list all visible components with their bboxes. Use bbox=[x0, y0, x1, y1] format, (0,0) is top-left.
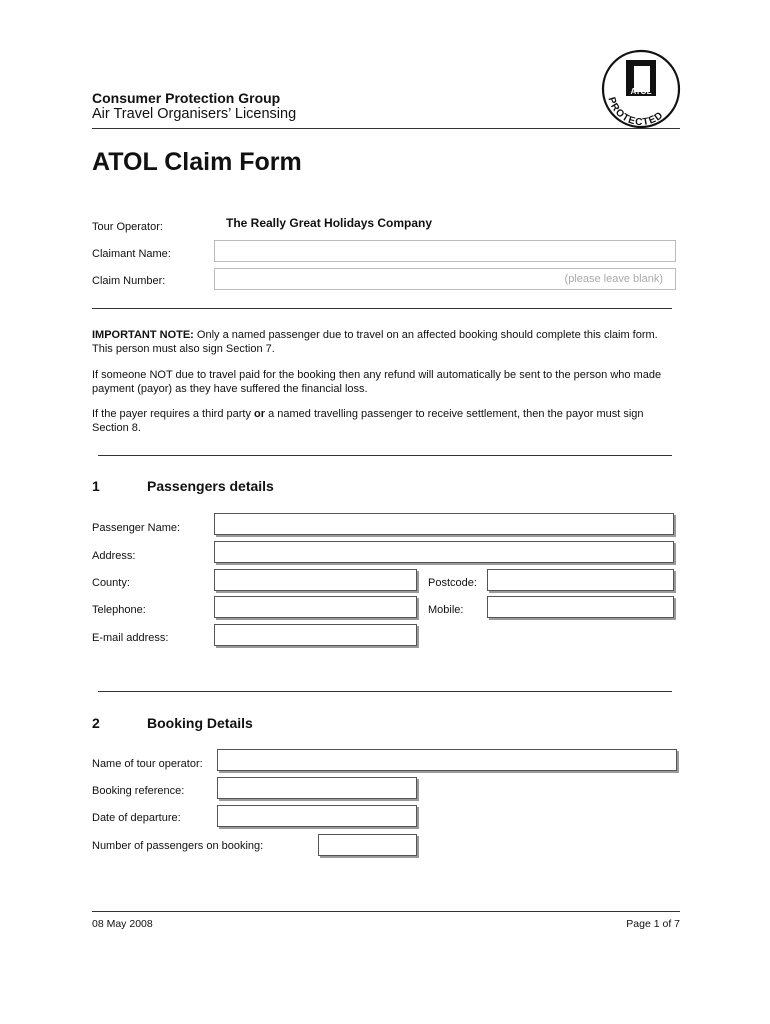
organisation-name: Consumer Protection Group bbox=[92, 90, 281, 106]
address-label: Address: bbox=[92, 550, 136, 562]
postcode-input[interactable] bbox=[487, 569, 674, 591]
divider bbox=[92, 308, 672, 309]
tour-operator-name-label: Name of tour operator: bbox=[92, 758, 203, 770]
tour-operator-value: The Really Great Holidays Company bbox=[226, 216, 433, 230]
mobile-label: Mobile: bbox=[428, 604, 464, 616]
important-note-text: Only a named passenger due to travel on an affected booking should complete this claim form. This person must also sign Section 7. bbox=[92, 329, 658, 355]
passenger-count-label: Number of passengers on booking: bbox=[92, 840, 264, 852]
postcode-label: Postcode: bbox=[428, 577, 477, 589]
divider bbox=[98, 691, 672, 692]
booking-reference-label: Booking reference: bbox=[92, 785, 185, 797]
page-number: Page 1 of 7 bbox=[626, 918, 680, 930]
passenger-name-input[interactable] bbox=[214, 513, 674, 535]
important-note-heading: IMPORTANT NOTE: bbox=[92, 329, 194, 341]
claim-number-hint: (please leave blank) bbox=[564, 273, 663, 285]
footer-divider bbox=[92, 911, 680, 912]
tour-operator-label: Tour Operator: bbox=[92, 221, 163, 233]
section-1-title: Passengers details bbox=[147, 478, 274, 494]
address-input[interactable] bbox=[214, 541, 674, 563]
atol-protected-logo bbox=[598, 48, 684, 130]
logo-word: ATOL bbox=[630, 87, 652, 96]
claim-number-label: Claim Number: bbox=[92, 275, 166, 287]
header-divider bbox=[92, 128, 680, 129]
section-2-title: Booking Details bbox=[147, 715, 253, 731]
mobile-input[interactable] bbox=[487, 596, 674, 618]
divider bbox=[98, 455, 672, 456]
telephone-input[interactable] bbox=[214, 596, 417, 618]
payor-note: If someone NOT due to travel paid for the booking then any refund will automatically be sent to the person who made payment (payor) as they have suffered the financial loss. bbox=[92, 369, 662, 395]
claimant-name-label: Claimant Name: bbox=[92, 248, 171, 260]
section-2-number: 2 bbox=[92, 715, 100, 731]
telephone-label: Telephone: bbox=[92, 604, 146, 616]
svg-text:PROTECTED bbox=[606, 96, 666, 128]
departure-date-label: Date of departure: bbox=[92, 812, 181, 824]
footer-date: 08 May 2008 bbox=[92, 918, 153, 930]
email-label: E-mail address: bbox=[92, 632, 169, 644]
departure-date-input[interactable] bbox=[217, 805, 417, 827]
logo-ring-text: PROTECTED bbox=[605, 95, 666, 129]
third-party-note bbox=[92, 407, 672, 435]
third-party-note-end: a named travelling passenger to receive settlement, then the payor must sign Section 8. bbox=[92, 408, 644, 434]
passenger-name-label: Passenger Name: bbox=[92, 522, 181, 534]
tour-operator-name-input[interactable] bbox=[217, 749, 677, 771]
form-title: ATOL Claim Form bbox=[92, 148, 302, 176]
organisation-subtitle: Air Travel Organisers’ Licensing bbox=[92, 106, 297, 122]
email-input[interactable] bbox=[214, 624, 417, 646]
booking-reference-input[interactable] bbox=[217, 777, 417, 799]
third-party-note-or: or bbox=[254, 408, 266, 420]
important-note bbox=[92, 328, 672, 356]
county-input[interactable] bbox=[214, 569, 417, 591]
claimant-name-field[interactable] bbox=[214, 240, 676, 262]
third-party-note-start: If the payer requires a third party bbox=[92, 408, 255, 420]
claim-number-field[interactable] bbox=[214, 268, 676, 290]
section-1-number: 1 bbox=[92, 478, 100, 494]
passenger-count-input[interactable] bbox=[318, 834, 417, 856]
county-label: County: bbox=[92, 577, 130, 589]
